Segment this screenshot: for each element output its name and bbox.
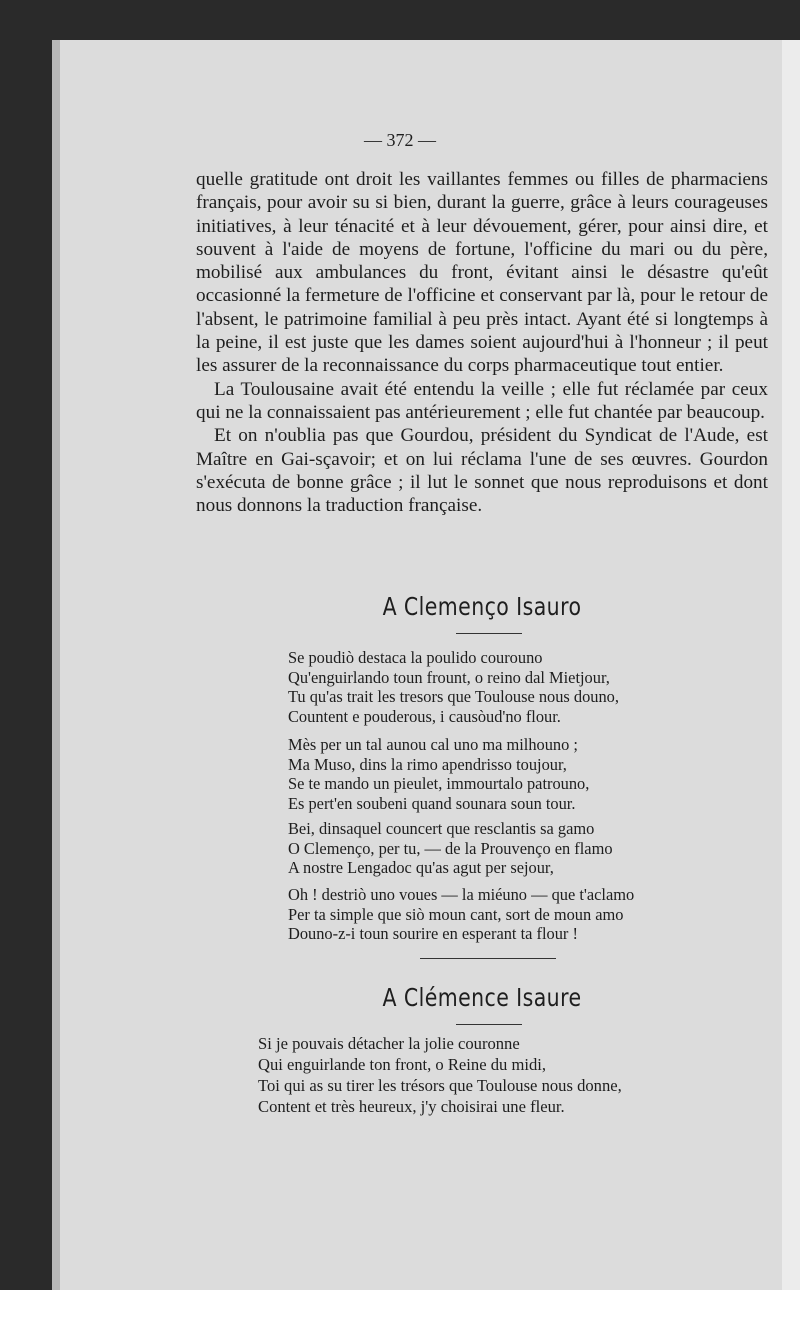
verse-line: Per ta simple que siò moun cant, sort de moun amo [288, 904, 624, 924]
verse-line: Mès per un tal aunou cal uno ma milhouno ; [288, 735, 578, 754]
paragraph-1: quelle gratitude ont droit les vaillantes femmes ou filles de pharmaciens français, pour avoir su si bien, durant la guerre, grâce à leurs courageuses initiatives, à leur ténacité et à leur dévouement, gérer, pour ainsi dire, et souvent à l'aide de moyens de fortune, l'officine du mari ou du père, mobilisé aux ambulances du front, évitant ainsi le désastre qu'eût occasionné la fermeture de l'officine et conservant par là, pour le retour de l'absent, le patrimoine familial à peu près intact. Ayant été si longtemps à la peine, il est juste que les dames soient aujourd'hui à l'honneur ; il peut les assurer de la reconnaissance du corps pharmaceutique tout entier. [196, 169, 768, 377]
body-text [196, 168, 768, 517]
facing-page-edge [782, 40, 800, 1290]
section-divider [420, 958, 556, 959]
paragraph-3: Et on n'oublia pas que Gourdou, président du Syndicat de l'Aude, est Maître en Gai-sçavoir; et on lui réclama l'une de ses œuvres. Gourdon s'exécuta de bonne grâce ; il lut le sonnet que nous reproduisons et dont nous donnons la traduction française. [196, 425, 768, 517]
title-rule-2 [456, 1024, 522, 1025]
verse-line: Es pert'en soubeni quand sounara soun tour. [288, 793, 576, 813]
verse-line: Toi qui as su tirer les trésors que Toulouse nous donne, [258, 1076, 622, 1095]
poem1-stanza-2 [288, 735, 748, 813]
verse-line: O Clemenço, per tu, — de la Prouvenço en flamo [288, 838, 613, 858]
verse-line: Countent e pouderous, i causòud'no flour. [288, 706, 561, 726]
verse-line: Oh ! destriò uno voues — la miéuno — que t'aclamo [288, 885, 635, 904]
verse-line: Ma Muso, dins la rimo apendrisso toujour, [288, 754, 567, 774]
verse-line: Content et très heureux, j'y choisirai une fleur. [258, 1097, 565, 1116]
poem-title-french: A Clémence Isaure [382, 983, 582, 1012]
title-rule-1 [456, 633, 522, 634]
paragraph-2: La Toulousaine avait été entendu la veille ; elle fut réclamée par ceux qui ne la connaissaient pas antérieurement ; elle fut chantée par beaucoup. [196, 378, 768, 423]
verse-line: Qu'enguirlando toun frount, o reino dal Mietjour, [288, 667, 610, 687]
poem2-stanza [258, 1033, 758, 1117]
verse-line: A nostre Lengadoc qu'as agut per sejour, [288, 858, 554, 877]
verse-line: Se te mando un pieulet, immourtalo patrouno, [288, 774, 590, 793]
poem1-stanza-3 [288, 819, 748, 878]
poem1-stanza-1 [288, 648, 748, 726]
verse-line: Douno-z-i toun sourire en esperant ta flour ! [288, 924, 578, 943]
verse-line: Bei, dinsaquel councert que resclantis sa gamo [288, 819, 595, 838]
verse-line: Tu qu'as trait les tresors que Toulouse nous douno, [288, 687, 619, 706]
scan-bottom-margin [0, 1290, 800, 1330]
verse-line: Qui enguirlande ton front, o Reine du midi, [258, 1055, 547, 1074]
poem1-stanza-4 [288, 885, 748, 944]
page-number: — 372 — [364, 130, 436, 150]
poem-title-occitan: A Clemenço Isauro [382, 592, 582, 621]
verse-line: Se poudiò destaca la poulido courouno [288, 648, 543, 667]
verse-line: Si je pouvais détacher la jolie couronne [258, 1034, 520, 1053]
